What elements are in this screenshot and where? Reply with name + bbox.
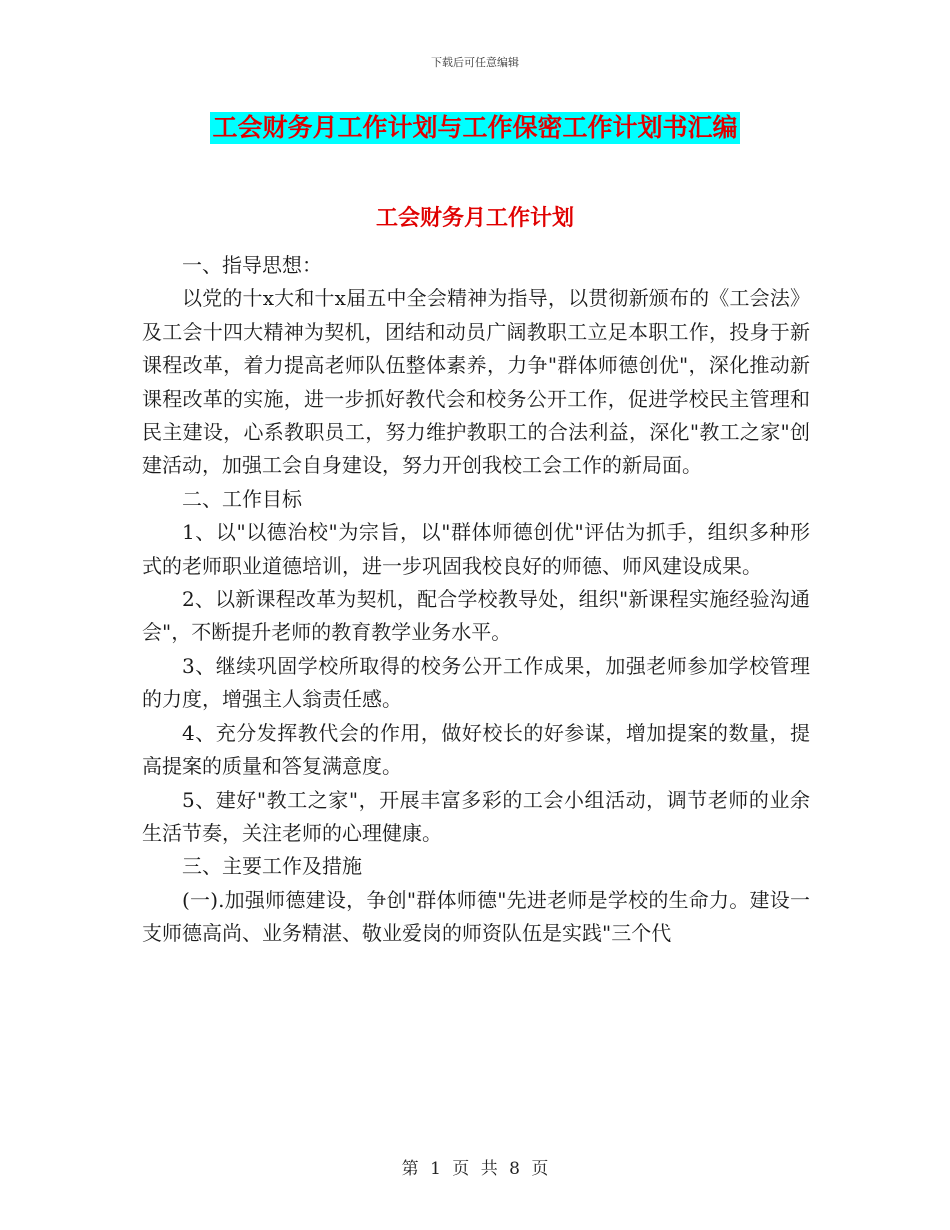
document-title-text: 工会财务月工作计划与工作保密工作计划书汇编	[212, 113, 738, 142]
heading-guiding-ideology: 一、指导思想：	[182, 253, 322, 277]
paragraph-guiding-ideology: 以党的十x大和十x届五中全会精神为指导，以贯彻新颁布的《工会法》及工会十四大精神为契机，团结和动员广阔教职工立足本职工作，投身于新课程改革，着力提高老师队伍整体素养，力争"群体师德创优"，深化推动新课程改革的实施，进一步抓好教代会和校务公开工作，促进学校民主管理和民主建设，心系教职员工，努力维护教职工的合法利益，深化"教工之家"创建活动，加强工会自身建设，努力开创我校工会工作的新局面。	[142, 286, 810, 478]
paragraph-goal-4: 4、充分发挥教代会的作用，做好校长的好参谋，增加提案的数量，提高提案的质量和答复满意度。	[142, 720, 810, 779]
header-note: 下载后可任意编辑	[431, 56, 519, 69]
page-footer: 第 1 页 共 8 页	[401, 1159, 549, 1179]
document-body	[142, 249, 810, 951]
paragraph-goal-3: 3、继续巩固学校所取得的校务公开工作成果，加强老师参加学校管理的力度，增强主人翁责任感。	[142, 653, 810, 712]
section-title: 工会财务月工作计划	[375, 205, 574, 231]
paragraph-goal-1: 1、以"以德治校"为宗旨，以"群体师德创优"评估为抓手，组织多种形式的老师职业道德培训，进一步巩固我校良好的师德、师风建设成果。	[142, 520, 810, 578]
heading-work-goals: 二、工作目标	[182, 486, 302, 511]
heading-main-work: 三、主要工作及措施	[182, 854, 362, 879]
document-title	[0, 112, 950, 144]
paragraph-goal-5: 5、建好"教工之家"，开展丰富多彩的工会小组活动，调节老师的业余生活节奏，关注老师的心理健康。	[142, 787, 810, 845]
paragraph-goal-2: 2、以新课程改革为契机，配合学校教导处，组织"新课程实施经验沟通会"，不断提升老师的教育教学业务水平。	[142, 587, 810, 645]
paragraph-measure-1: (一).加强师德建设，争创"群体师德"先进老师是学校的生命力。建设一支师德高尚、业务精湛、敬业爱岗的师资队伍是实践"三个代	[142, 887, 810, 946]
